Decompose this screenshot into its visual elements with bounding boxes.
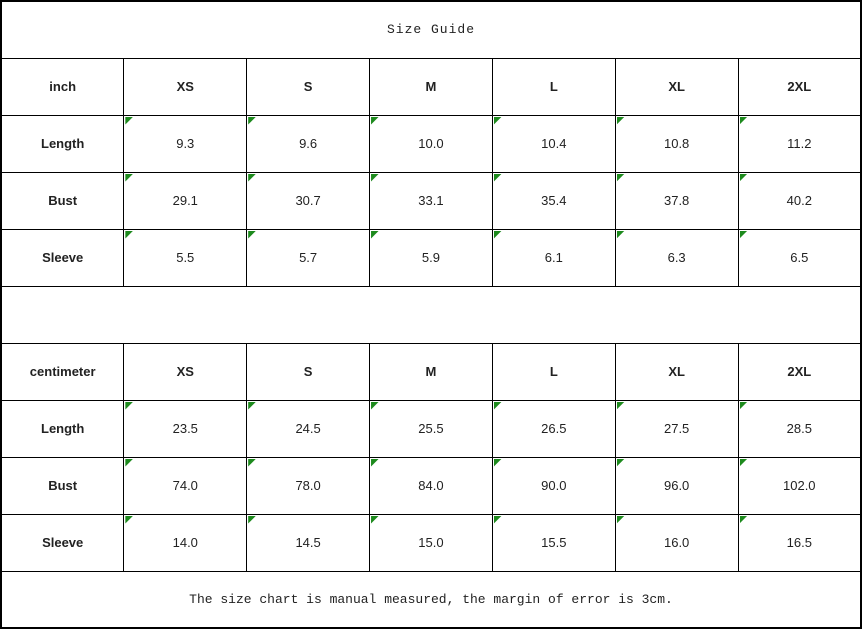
cell-value: 35.4 — [541, 193, 567, 208]
cell-flag-icon — [617, 459, 625, 467]
cell-value: 33.1 — [418, 193, 444, 208]
cell-value: 10.4 — [541, 136, 567, 151]
cell-flag-icon — [125, 174, 133, 182]
value-cell — [738, 172, 861, 229]
value-cell — [738, 229, 861, 286]
value-cell — [124, 229, 247, 286]
measure-label-length: Length — [1, 400, 124, 457]
cell-flag-icon — [617, 117, 625, 125]
cell-flag-icon — [371, 231, 379, 239]
value-cell — [247, 115, 370, 172]
value-cell — [738, 457, 861, 514]
cell-value: 28.5 — [786, 421, 812, 436]
unit-label-centimeter: centimeter — [1, 343, 124, 400]
cell-value: 16.5 — [786, 535, 812, 550]
value-cell — [247, 229, 370, 286]
value-cell — [124, 457, 247, 514]
cell-flag-icon — [371, 117, 379, 125]
cell-flag-icon — [125, 402, 133, 410]
table-row — [1, 457, 861, 514]
measure-label-sleeve: Sleeve — [1, 514, 124, 571]
value-cell — [370, 457, 493, 514]
cell-value: 9.6 — [299, 136, 318, 151]
value-cell — [492, 229, 615, 286]
cell-value: 40.2 — [786, 193, 812, 208]
cell-value: 9.3 — [176, 136, 195, 151]
cell-flag-icon — [494, 459, 502, 467]
inch-header-row — [1, 58, 861, 115]
cell-flag-icon — [494, 402, 502, 410]
cell-flag-icon — [617, 231, 625, 239]
size-header-xs: XS — [124, 58, 247, 115]
value-cell — [492, 514, 615, 571]
table-row — [1, 229, 861, 286]
cell-value: 10.0 — [418, 136, 444, 151]
value-cell — [247, 172, 370, 229]
cell-flag-icon — [740, 402, 748, 410]
cell-value: 30.7 — [295, 193, 321, 208]
value-cell — [124, 514, 247, 571]
value-cell — [247, 457, 370, 514]
cell-value: 37.8 — [663, 193, 690, 208]
cell-flag-icon — [248, 231, 256, 239]
value-cell — [370, 172, 493, 229]
cell-value: 24.5 — [295, 421, 321, 436]
value-cell — [124, 172, 247, 229]
cell-flag-icon — [248, 174, 256, 182]
size-header-2xl: 2XL — [738, 58, 861, 115]
spacer-row — [1, 286, 861, 343]
cell-flag-icon — [740, 231, 748, 239]
cell-value: 15.0 — [418, 535, 444, 550]
cell-flag-icon — [371, 516, 379, 524]
value-cell — [615, 457, 738, 514]
cell-value: 10.8 — [663, 136, 690, 151]
cell-flag-icon — [740, 174, 748, 182]
value-cell — [615, 115, 738, 172]
cell-flag-icon — [371, 459, 379, 467]
cell-value: 78.0 — [295, 478, 321, 493]
cell-value: 5.5 — [176, 250, 195, 265]
value-cell — [615, 400, 738, 457]
measure-label-bust: Bust — [1, 172, 124, 229]
value-cell — [247, 400, 370, 457]
cell-value: 25.5 — [418, 421, 444, 436]
cell-value: 5.7 — [299, 250, 318, 265]
measure-label-length: Length — [1, 115, 124, 172]
cell-flag-icon — [740, 516, 748, 524]
cell-flag-icon — [740, 459, 748, 467]
measure-label-bust: Bust — [1, 457, 124, 514]
value-cell — [370, 115, 493, 172]
cell-value: 5.9 — [421, 250, 440, 265]
cell-value: 15.5 — [541, 535, 567, 550]
value-cell — [615, 229, 738, 286]
cell-value: 102.0 — [783, 478, 816, 493]
cell-flag-icon — [125, 459, 133, 467]
cell-flag-icon — [248, 459, 256, 467]
value-cell — [124, 400, 247, 457]
size-header-s: S — [247, 343, 370, 400]
size-header-l: L — [492, 343, 615, 400]
value-cell — [370, 400, 493, 457]
cell-flag-icon — [740, 117, 748, 125]
cell-flag-icon — [248, 516, 256, 524]
cell-value: 26.5 — [541, 421, 567, 436]
size-header-l: L — [492, 58, 615, 115]
cell-value: 84.0 — [418, 478, 444, 493]
cell-flag-icon — [371, 174, 379, 182]
cell-value: 6.3 — [667, 250, 686, 265]
cell-flag-icon — [125, 516, 133, 524]
cell-flag-icon — [248, 402, 256, 410]
footer-note: The size chart is manual measured, the margin of error is 3cm. — [1, 571, 861, 628]
size-header-s: S — [247, 58, 370, 115]
value-cell — [247, 514, 370, 571]
value-cell — [370, 514, 493, 571]
spacer-cell — [1, 286, 861, 343]
measure-label-sleeve: Sleeve — [1, 229, 124, 286]
cell-flag-icon — [617, 402, 625, 410]
cell-value: 16.0 — [663, 535, 690, 550]
value-cell — [492, 457, 615, 514]
value-cell — [738, 400, 861, 457]
cell-value: 23.5 — [172, 421, 198, 436]
table-row — [1, 115, 861, 172]
cell-value: 90.0 — [541, 478, 567, 493]
cell-flag-icon — [617, 516, 625, 524]
size-header-2xl: 2XL — [738, 343, 861, 400]
cell-value: 29.1 — [172, 193, 198, 208]
value-cell — [492, 115, 615, 172]
cell-flag-icon — [494, 516, 502, 524]
cell-value: 6.5 — [790, 250, 809, 265]
cell-value: 11.2 — [787, 136, 812, 151]
unit-label-inch: inch — [1, 58, 124, 115]
table-row — [1, 172, 861, 229]
cell-flag-icon — [248, 117, 256, 125]
size-header-xl: XL — [615, 343, 738, 400]
cell-flag-icon — [494, 231, 502, 239]
cell-value: 14.5 — [295, 535, 321, 550]
cell-value: 96.0 — [663, 478, 690, 493]
centimeter-header-row — [1, 343, 861, 400]
value-cell — [124, 115, 247, 172]
value-cell — [738, 115, 861, 172]
size-header-m: M — [370, 58, 493, 115]
size-header-xs: XS — [124, 343, 247, 400]
cell-value: 74.0 — [172, 478, 198, 493]
value-cell — [615, 172, 738, 229]
size-header-m: M — [370, 343, 493, 400]
page-title: Size Guide — [1, 1, 861, 58]
value-cell — [370, 229, 493, 286]
size-header-xl: XL — [615, 58, 738, 115]
cell-flag-icon — [371, 402, 379, 410]
value-cell — [492, 400, 615, 457]
cell-value: 6.1 — [544, 250, 563, 265]
cell-value: 27.5 — [663, 421, 690, 436]
value-cell — [615, 514, 738, 571]
table-row — [1, 514, 861, 571]
cell-flag-icon — [125, 117, 133, 125]
value-cell — [738, 514, 861, 571]
value-cell — [492, 172, 615, 229]
cell-flag-icon — [125, 231, 133, 239]
cell-flag-icon — [494, 174, 502, 182]
cell-flag-icon — [494, 117, 502, 125]
cell-flag-icon — [617, 174, 625, 182]
title-row — [1, 1, 861, 58]
cell-value: 14.0 — [172, 535, 198, 550]
table-row — [1, 400, 861, 457]
footer-row — [1, 571, 861, 628]
